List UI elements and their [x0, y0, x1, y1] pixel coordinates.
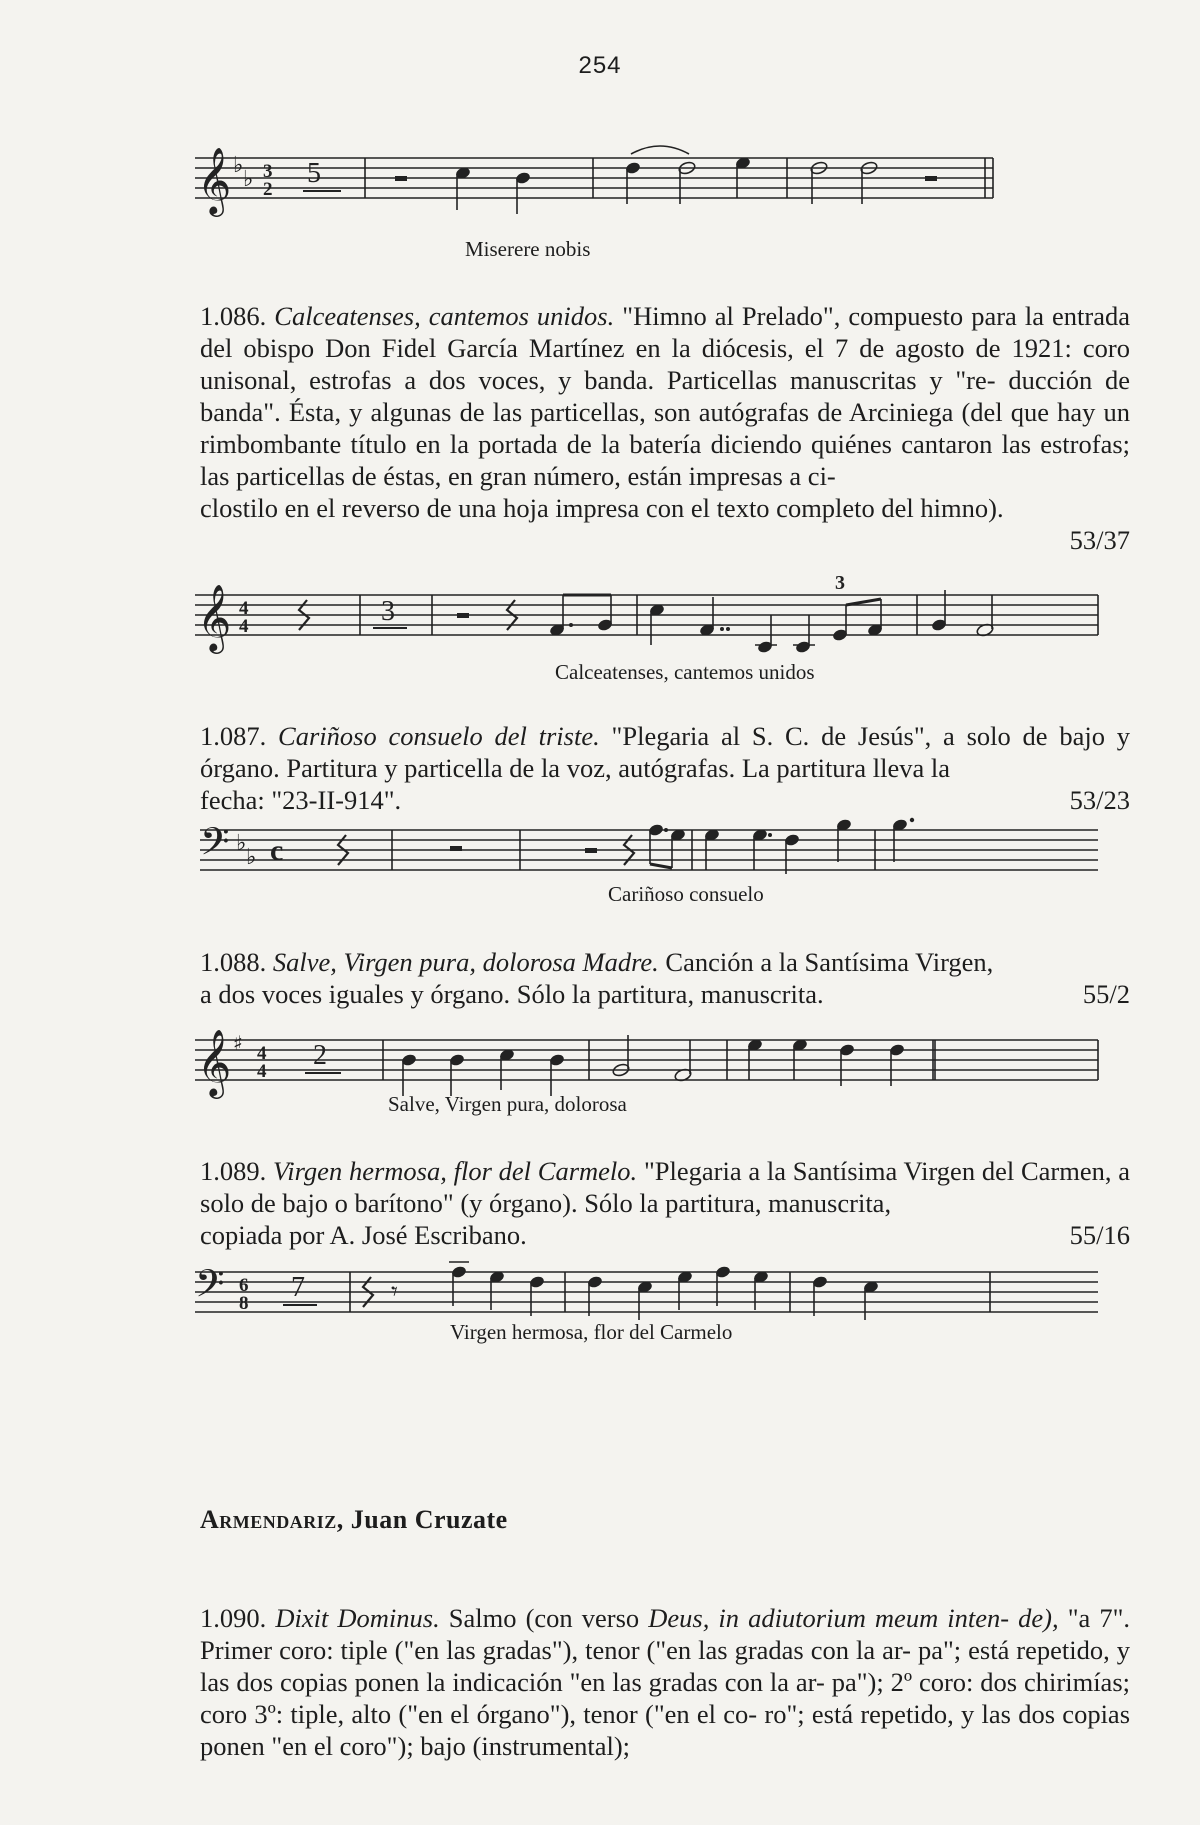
svg-text:♯: ♯ — [233, 1031, 243, 1055]
svg-text:6: 6 — [239, 1275, 249, 1296]
svg-text:𝄞: 𝄞 — [197, 1028, 232, 1096]
incipit-caption: Cariñoso consuelo — [608, 882, 764, 906]
entry-text-line: 1921: coro unisonal, estrofas a dos voces, y banda. Particellas manuscritas y "re- — [200, 333, 1130, 395]
svg-text:♭: ♭ — [243, 167, 254, 192]
music-incipit-miserere — [195, 148, 995, 228]
entry-text-line: Canción a la Santísima Virgen, — [665, 947, 994, 977]
svg-text:2: 2 — [313, 1040, 327, 1071]
entry-text-line: del Carmen, a solo de bajo o barítono" (y órgano). Sólo la partitura, manuscrita, — [200, 1156, 1131, 1218]
svg-text:7: 7 — [291, 1272, 305, 1303]
composer-heading — [200, 1505, 508, 1535]
svg-text:𝄾: 𝄾 — [391, 1277, 398, 1306]
svg-text:8: 8 — [239, 1293, 249, 1314]
entry-text-line: clostilo en el reverso de una hoja impresa con el texto completo del himno). — [200, 493, 1004, 523]
composer-given-name: , Juan Cruzate — [336, 1505, 508, 1534]
svg-text:4: 4 — [257, 1061, 267, 1082]
entry-text-line: la entrada del obispo Don Fidel García Martínez en la diócesis, el 7 de agosto de — [200, 301, 1131, 363]
page-number: 254 — [578, 52, 622, 79]
catalog-entry-1088 — [200, 946, 1130, 1010]
entry-text-line: a dos voces iguales y órgano. Sólo la partitura, manuscrita. — [200, 979, 824, 1009]
music-incipit-calceatenses — [195, 572, 1100, 665]
entry-text-line: bajo y órgano. Partitura y particella de la voz, autógrafas. La partitura lleva la — [200, 721, 1131, 783]
entry-number: 1.086. — [200, 301, 267, 331]
entry-number: 1.090. — [200, 1603, 267, 1633]
svg-text:c: c — [270, 834, 284, 867]
catalog-entry-1087 — [200, 720, 1130, 816]
svg-text:4: 4 — [239, 598, 249, 619]
staff-graphic — [195, 148, 995, 228]
incipit-caption: Virgen hermosa, flor del Carmelo — [450, 1320, 733, 1344]
staff-graphic — [195, 572, 1100, 665]
svg-text:𝄢: 𝄢 — [195, 1261, 225, 1315]
catalog-entry-1086 — [200, 300, 1130, 556]
entry-text-line: pa"); 2º coro: dos chirimías; coro 3º: tiple, alto ("en el órgano"), tenor ("en el co- — [200, 1667, 1130, 1729]
entry-number: 1.088. — [200, 947, 267, 977]
entry-title: Cariñoso consuelo del triste. — [278, 721, 600, 751]
triplet-mark: 3 — [835, 572, 845, 594]
svg-text:4: 4 — [239, 616, 249, 637]
catalog-entry-1089 — [200, 1155, 1130, 1251]
entry-title: Dixit Dominus. — [275, 1603, 440, 1633]
entry-number: 1.089. — [200, 1156, 267, 1186]
incipit-caption: Calceatenses, cantemos unidos — [555, 660, 815, 684]
svg-text:♭: ♭ — [236, 831, 247, 856]
staff-graphic — [195, 1030, 1100, 1115]
archive-signature: 53/37 — [1069, 525, 1130, 555]
svg-text:3: 3 — [381, 596, 395, 627]
incipit-caption: Miserere nobis — [465, 237, 591, 261]
entry-text-line: ro"; está repetido, y las dos copias ponen "en el coro"); bajo (instrumental); — [200, 1699, 1131, 1761]
archive-signature: 55/2 — [1082, 979, 1130, 1009]
entry-text-line: ducción de banda". Ésta, y algunas de las particellas, son autógrafas de Arciniega — [200, 365, 1131, 427]
svg-text:♭: ♭ — [233, 153, 244, 178]
entry-verse: Deus, in adiutorium meum inten- — [648, 1603, 1010, 1633]
svg-text:𝄞: 𝄞 — [197, 583, 232, 651]
svg-text:2: 2 — [263, 179, 273, 200]
svg-text:3: 3 — [263, 161, 273, 182]
svg-text:5: 5 — [307, 158, 321, 189]
entry-text-line: copiada por A. José Escribano. — [200, 1220, 527, 1250]
entry-title: Calceatenses, cantemos unidos. — [274, 301, 615, 331]
entry-text-line: fecha: "23-II-914". — [200, 785, 402, 815]
archive-signature: 55/16 — [1069, 1220, 1130, 1250]
entry-text-line: "Plegaria al S. C. de Jesús", a solo de — [611, 721, 1048, 751]
composer-surname: Armendariz — [200, 1505, 337, 1534]
catalog-entry-1090 — [200, 1602, 1130, 1762]
entry-verse-end: de), — [1018, 1603, 1059, 1633]
svg-text:𝄞: 𝄞 — [197, 146, 232, 214]
entry-text-line: "Plegaria a la Santísima Virgen — [643, 1156, 976, 1186]
incipit-caption: Salve, Virgen pura, dolorosa — [388, 1092, 627, 1116]
entry-text-line: pa"; está repetido, y las dos copias ponen la indicación "en las gradas con la ar- — [200, 1635, 1130, 1697]
svg-text:♭: ♭ — [246, 845, 257, 870]
entry-number: 1.087. — [200, 721, 267, 751]
entry-text-line: "a 7". Primer coro: tiple ("en las gradas"), tenor ("en las gradas con la ar- — [200, 1603, 1131, 1665]
entry-text-line: "Himno al Prelado", compuesto para — [622, 301, 1017, 331]
entry-title: Virgen hermosa, flor del Carmelo. — [273, 1156, 638, 1186]
archive-signature: 53/23 — [1069, 785, 1130, 815]
svg-text:𝄢: 𝄢 — [200, 819, 230, 873]
entry-text-line: Salmo (con verso — [448, 1603, 640, 1633]
entry-text-line: cantaron las estrofas; las particellas de éstas, en gran número, están impresas a ci- — [200, 429, 1131, 491]
svg-text:4: 4 — [257, 1043, 267, 1064]
entry-title: Salve, Virgen pura, dolorosa Madre. — [272, 947, 659, 977]
music-incipit-salve — [195, 1030, 1100, 1115]
entry-text-line: (del que hay un rimbombante título en la portada de la batería diciendo quiénes — [200, 397, 1130, 459]
